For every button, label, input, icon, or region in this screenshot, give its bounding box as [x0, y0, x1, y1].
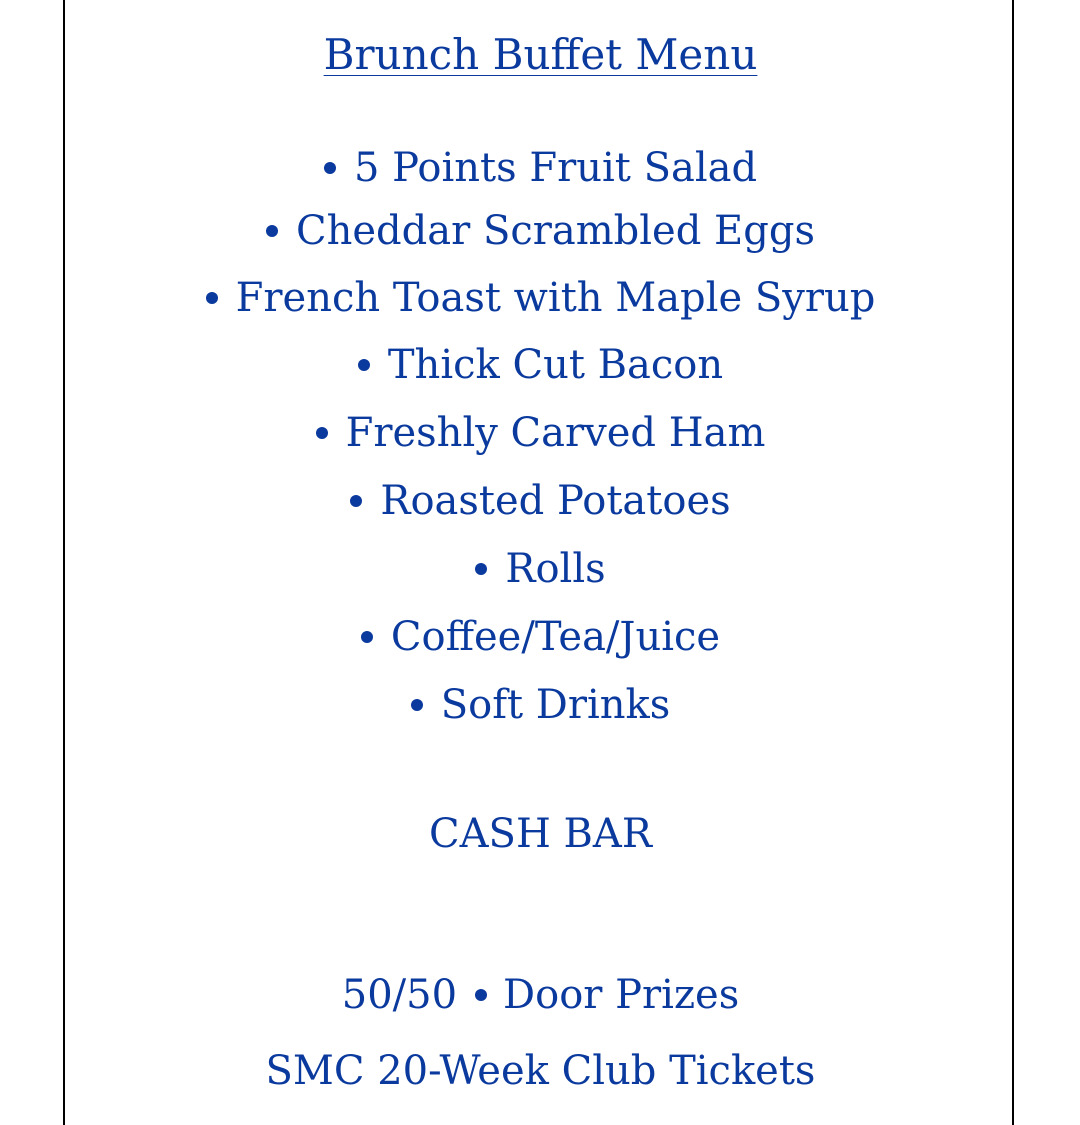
- menu-item-label: French Toast with Maple Syrup: [235, 275, 876, 321]
- extras-line: [65, 967, 1016, 1023]
- menu-item: [65, 337, 1016, 393]
- bullet-icon: [358, 359, 370, 371]
- menu-item: [65, 405, 1016, 461]
- fifty-fifty-label: 50/50: [341, 972, 458, 1018]
- door-prizes-label: Door Prizes: [503, 972, 740, 1018]
- menu-item: [65, 541, 1016, 597]
- menu-item-label: Soft Drinks: [440, 682, 671, 728]
- menu-item-label: Rolls: [505, 546, 606, 592]
- bullet-icon: [411, 699, 423, 711]
- bullet-icon: [361, 631, 373, 643]
- menu-item: [65, 270, 1016, 326]
- menu-item-label: Coffee/Tea/Juice: [390, 614, 721, 660]
- menu-item-label: Freshly Carved Ham: [345, 410, 766, 456]
- menu-item: [65, 140, 1016, 196]
- bullet-icon: [475, 989, 487, 1001]
- menu-item-label: 5 Points Fruit Salad: [353, 145, 758, 191]
- menu-page: [63, 0, 1014, 1125]
- menu-item-label: Cheddar Scrambled Eggs: [296, 208, 815, 254]
- menu-item-label: Roasted Potatoes: [380, 478, 731, 524]
- menu-item: [65, 203, 1016, 259]
- menu-item: [65, 609, 1016, 665]
- bullet-icon: [206, 292, 218, 304]
- cash-bar-heading: [65, 806, 1016, 862]
- menu-item-label: Thick Cut Bacon: [387, 342, 724, 388]
- bullet-icon: [324, 162, 336, 174]
- menu-item: [65, 473, 1016, 529]
- cash-bar-text: CASH BAR: [429, 811, 652, 857]
- tickets-text: SMC 20-Week Club Tickets: [265, 1048, 816, 1094]
- bullet-icon: [266, 225, 278, 237]
- tickets-line: [65, 1043, 1016, 1099]
- bullet-icon: [475, 563, 487, 575]
- menu-title-text: Brunch Buffet Menu: [323, 30, 758, 79]
- bullet-icon: [316, 427, 328, 439]
- menu-item: [65, 677, 1016, 733]
- menu-title: [65, 28, 1016, 82]
- bullet-icon: [350, 495, 362, 507]
